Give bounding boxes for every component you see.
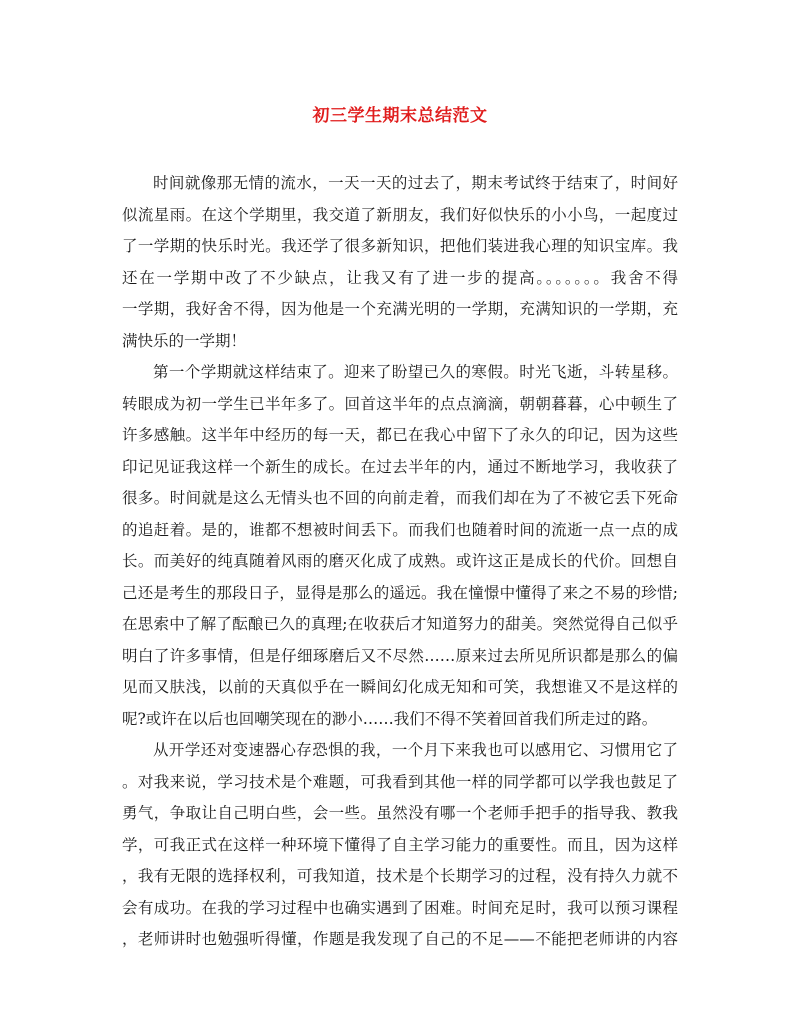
paragraph-2 xyxy=(122,357,678,735)
text-line: 转眼成为初一学生已半年多了。回首这半年的点点滴滴，朝朝暮暮，心中顿生了 xyxy=(122,394,678,413)
text-line: 还在一学期中改了不少缺点，让我又有了进一步的提高。。。。。。。我舍不得 xyxy=(122,268,678,287)
text-line: 。对我来说，学习技术是个难题，可我看到其他一样的同学都可以学我也鼓足了 xyxy=(122,772,678,791)
document-title: 初三学生期末总结范文 xyxy=(312,106,488,126)
text-line: 许多感触。这半年中经历的每一天，都已在我心中留下了永久的印记，因为这些 xyxy=(122,426,678,444)
text-line: 长。而美好的纯真随着风雨的磨灭化成了成熟。或许这正是成长的代价。回想自 xyxy=(122,552,678,570)
text-line: ，老师讲时也勉强听得懂，作题是我发现了自己的不足——不能把老师讲的内容 xyxy=(122,930,678,948)
text-line: 一学期，我好舍不得，因为他是一个充满光明的一学期，充满知识的一学期，充 xyxy=(122,300,678,318)
text-line: 学，可我正式在这样一种环境下懂得了自主学习能力的重要性。而且，因为这样 xyxy=(122,835,678,854)
text-line: 己还是考生的那段日子，显得是那么的遥远。我在憧憬中懂得了来之不易的珍惜; xyxy=(122,583,678,602)
text-line: 第一个学期就这样结束了。迎来了盼望已久的寒假。时光飞逝，斗转星移。 xyxy=(153,363,678,381)
text-line: ，我有无限的选择权利，可我知道，技术是个长期学习的过程，没有持久力就不 xyxy=(122,867,678,885)
text-line: 很多。时间就是这么无情头也不回的向前走着，而我们却在为了不被它丢下死命 xyxy=(122,489,678,507)
paragraph-1 xyxy=(122,168,678,357)
text-line: 勇气，争取让自己明白些，会一些。虽然没有哪一个老师手把手的指导我、教我 xyxy=(122,804,678,822)
text-line: 了一学期的快乐时光。我还学了很多新知识，把他们装进我心理的知识宝库。我 xyxy=(122,237,678,255)
text-line: 似流星雨。在这个学期里，我交道了新朋友，我们好似快乐的小小鸟，一起度过 xyxy=(122,205,678,224)
text-line: 见而又肤浅，以前的天真似乎在一瞬间幻化成无知和可笑，我想谁又不是这样的 xyxy=(122,678,678,696)
text-line: 从开学还对变速器心存恐惧的我，一个月下来我也可以感用它、习惯用它了 xyxy=(153,741,678,759)
paragraph-3 xyxy=(122,735,678,956)
text-line: 的追赶着。是的，谁都不想被时间丢下。而我们也随着时间的流逝一点一点的成 xyxy=(122,520,678,539)
document-body xyxy=(122,168,678,956)
text-line: 明白了许多事情，但是仔细琢磨后又不尽然……原来过去所见所识都是那么的偏 xyxy=(122,646,678,665)
text-line: 在思索中了解了酝酿已久的真理;在收获后才知道努力的甜美。突然觉得自己似乎 xyxy=(122,615,678,633)
text-line: 时间就像那无情的流水，一天一天的过去了，期末考试终于结束了，时间好 xyxy=(153,174,678,192)
text-line: 满快乐的一学期！ xyxy=(122,331,247,350)
text-line: 会有成功。在我的学习过程中也确实遇到了困难。时间充足时，我可以预习课程 xyxy=(122,898,678,917)
text-line: 印记见证我这样一个新生的成长。在过去半年的内，通过不断地学习，我收获了 xyxy=(122,457,678,476)
text-line: 呢?或许在以后也回嘲笑现在的渺小……我们不得不笑着回首我们所走过的路。 xyxy=(122,709,658,728)
